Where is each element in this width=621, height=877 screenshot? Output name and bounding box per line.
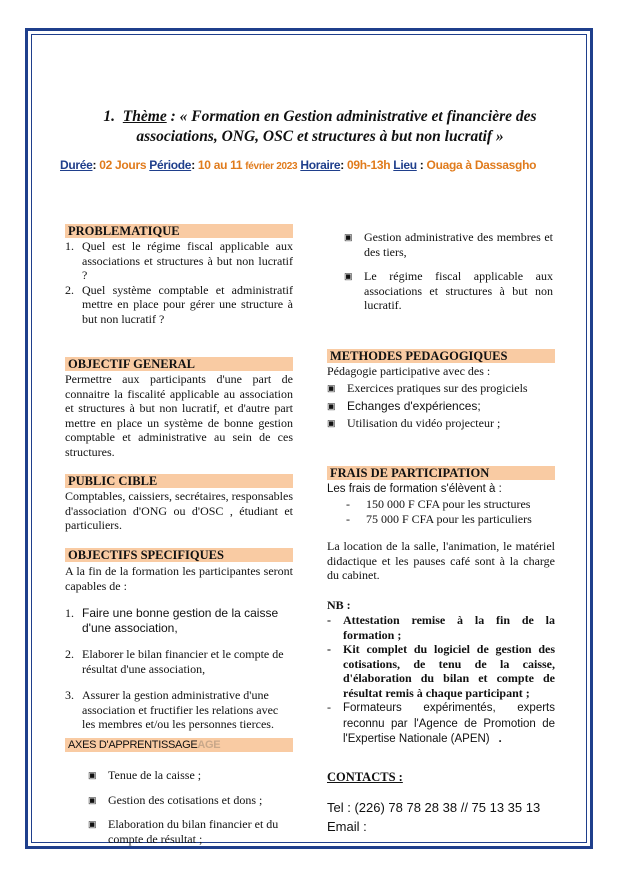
public-cible-heading: PUBLIC CIBLE [65,474,293,488]
objectif-general-heading: OBJECTIF GENERAL [65,357,293,371]
objectif-general-text: Permettre aux participants d'une part de connaitre la fiscalité applicable au association et structures à but non lucratif, et d'autre part mettre en place un système de bonne gestion comptable et administrative au sein de ces structures. [65,372,293,459]
frais-location-text: La location de la salle, l'animation, le matériel didactique et les pauses café sont à la charge du cabinet. [327,539,555,582]
list-item: - Formateurs expérimentés, experts reconnu par l'Agence de Promotion de l'Expertise Nationale (APEN) . [327,700,555,745]
nb-list [327,613,555,747]
list-item: ▣ Exercices pratiques sur des progiciels [327,381,528,395]
axes-heading: AXES D'APPRENTISSAGEAGE [65,738,293,752]
list-item: ▣ Echanges d'expériences; [327,398,481,413]
contacts-heading: CONTACTS : [327,770,403,784]
course-meta: Durée: 02 Jours Période: 10 au 11 février 2023 Horaire: 09h-13h Lieu : Ouaga à Dassasgho [60,158,537,172]
list-item: 1. Quel est le régime fiscal applicable aux associations et structures à but non lucratif ? [65,239,293,282]
frais-list [346,497,556,526]
list-item: - Kit complet du logiciel de gestion des cotisations, de tenu de la caisse, d'élaboration du bilan et compte de résultat remis à chaque participant ; [327,642,555,700]
list-item: ▣ Gestion des cotisations et dons ; [88,792,263,807]
axes-list [88,768,298,846]
public-cible-text: Comptables, caissiers, secrétaires, responsables d'association d'ONG ou d'OSC , étudiant et particuliers. [65,489,293,532]
problematique-heading: PROBLEMATIQUE [65,224,293,238]
list-item: ▣ Tenue de la caisse ; [88,768,202,782]
list-item: 3. Assurer la gestion administrative d'une association et fructifier les relations avec les membres et/ou les personnes tierces. [65,688,279,731]
contact-phone: Tel : (226) 78 78 28 38 // 75 13 35 13 [327,800,541,815]
objectifs-specifiques-list [65,606,293,732]
document-title: 1. Thème : « Formation en Gestion administrative et financière des associations, ONG, OSC et structures à but non lucratif » [103,108,537,145]
methodes-intro: Pédagogie participative avec des : [327,364,491,378]
list-item: - Attestation remise à la fin de la formation ; [327,613,555,642]
objectifs-specifiques-intro: A la fin de la formation les participantes seront capables de : [65,564,293,593]
list-item: - 75 000 F CFA pour les particuliers [346,511,532,526]
methodes-heading: METHODES PEDAGOGIQUES [327,349,555,363]
themes-list [344,230,553,313]
objectifs-specifiques-heading: OBJECTIFS SPECIFIQUES [65,548,293,562]
frais-intro: Les frais de formation s'élèvent à : [327,483,502,495]
list-item: ▣ Le régime fiscal applicable aux associations et structures à but non lucratif. [344,269,553,312]
list-item: - 150 000 F CFA pour les structures [346,497,531,511]
contact-email-label: Email : [327,819,367,834]
list-item: ▣ Gestion administrative des membres et des tiers, [344,230,553,259]
list-item: ▣ Elaboration du bilan financier et du compte de résultat ; [88,817,279,846]
frais-heading: FRAIS DE PARTICIPATION [327,466,555,480]
list-item: 2. Quel système comptable et administratif mettre en place pour gérer une structure à but non lucratif ? [65,282,293,326]
problematique-list [65,239,293,326]
list-item: 1. Faire une bonne gestion de la caisse d'une association, [65,606,279,635]
list-item: 2. Elaborer le bilan financier et le compte de résultat d'une association, [65,647,284,676]
list-item: ▣ Utilisation du vidéo projecteur ; [327,416,501,430]
methodes-list [327,381,555,431]
nb-heading: NB : [327,598,351,612]
